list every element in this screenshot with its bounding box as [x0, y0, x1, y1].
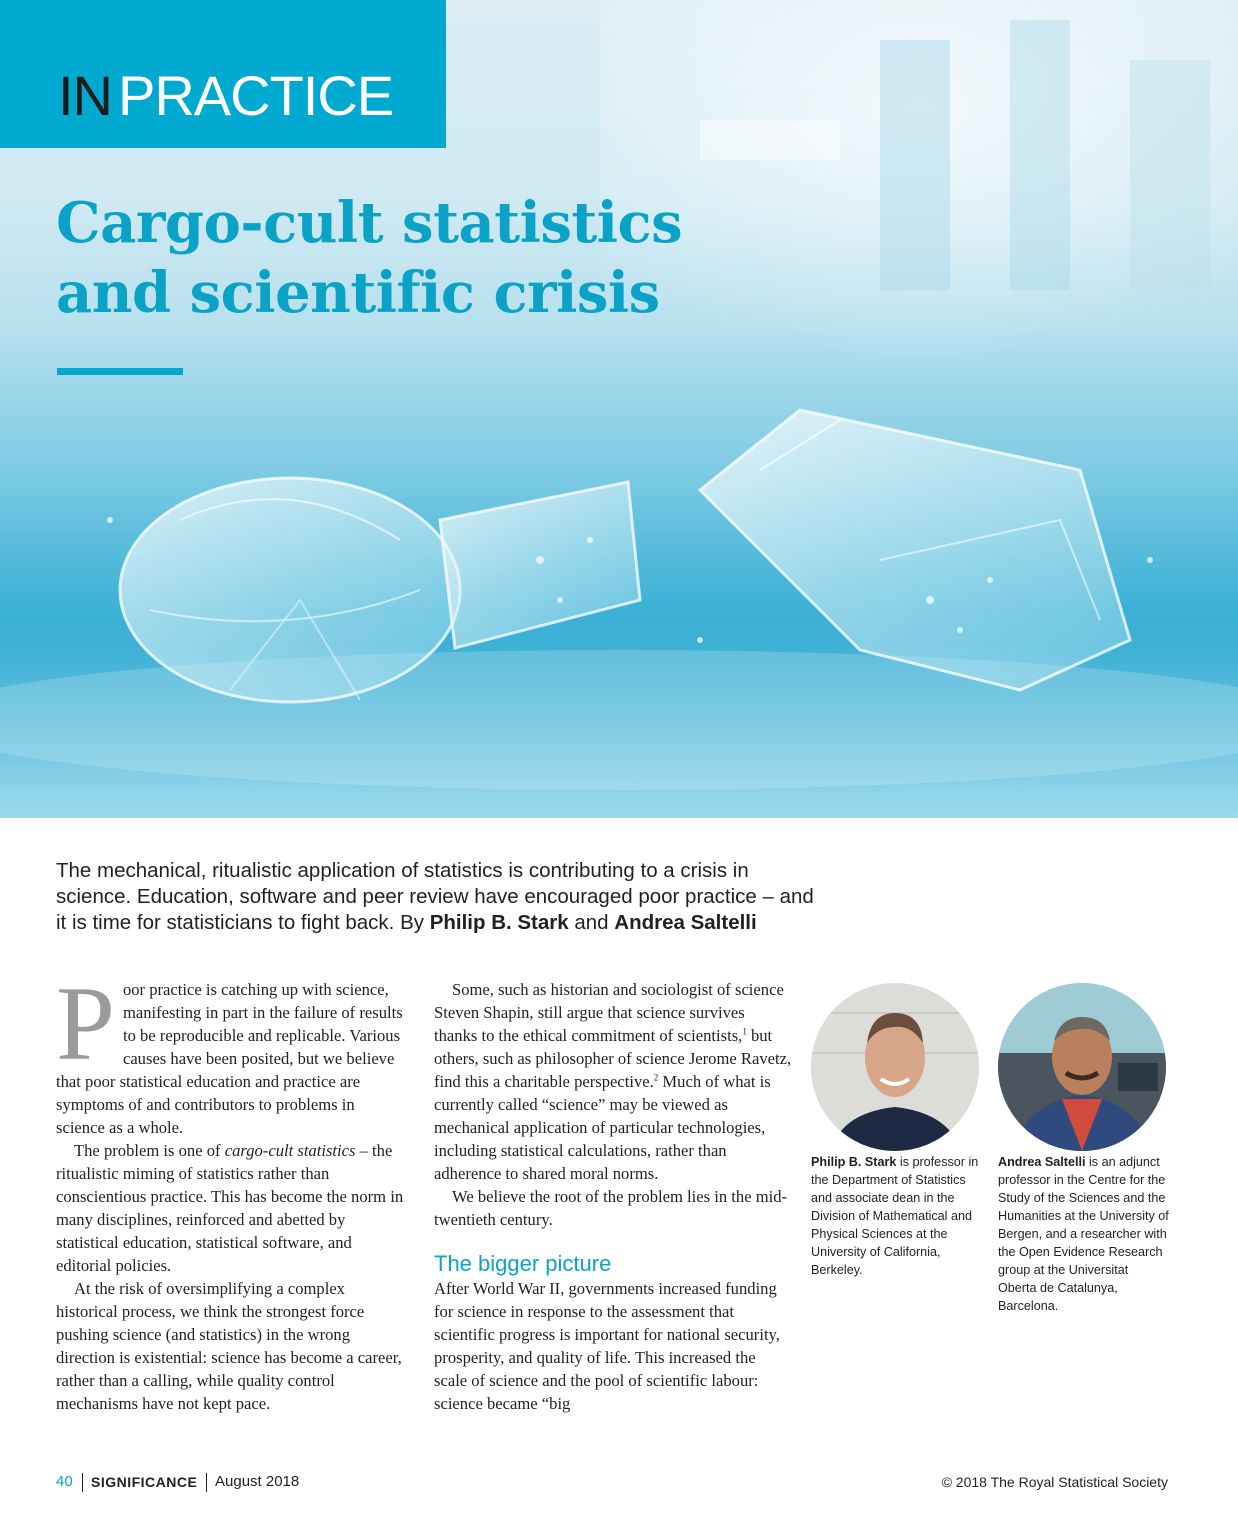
emphasis-term: cargo-cult statistics	[224, 1141, 356, 1160]
portrait-illustration	[998, 983, 1166, 1151]
standfirst-conjunction: and	[568, 911, 615, 934]
paragraph-text: oor practice is catching up with science, manifesting in part in the failure of results to be reproducible and replicable. Various causes have been posited, but we believe that poor statistical education and practice are symptoms of and contributors to problems in science as a whole.	[56, 980, 403, 1137]
body-column-1	[56, 965, 406, 1415]
page-number: 40	[56, 1473, 73, 1490]
paragraph-text: – the ritualistic miming of statistics rather than conscientious practice. This has become the norm in many disciplines, reinforced and abetted by statistical education, statistical software, and editorial policies.	[56, 1141, 404, 1275]
paragraph-text: Much of what is currently called “science” may be viewed as mechanical application of particular technologies, including statistical calculations, rather than adherence to shared moral norms.	[434, 1072, 771, 1183]
author-bio-text: is professor in the Department of Statistics and associate dean in the Division of Mathematical and Physical Sciences at the University of California, Berkeley.	[811, 1155, 979, 1277]
footer-divider	[206, 1473, 207, 1492]
author-name: Philip B. Stark	[811, 1155, 897, 1169]
paragraph-text: The problem is one of	[74, 1141, 225, 1160]
paragraph-text: but others, such as philosopher of science Jerome Ravetz, find this a charitable perspective.	[434, 1026, 792, 1091]
title-rule	[57, 368, 183, 375]
reference-marker[interactable]: 1	[742, 1026, 747, 1037]
author-name: Andrea Saltelli	[998, 1155, 1086, 1169]
standfirst-text: The mechanical, ritualistic application of statistics is contributing to a crisis in science. Education, software and peer review have encouraged poor practice – and it is time for statisticians to fight back. By	[56, 859, 814, 934]
standfirst-author-1: Philip B. Stark	[429, 911, 569, 934]
paragraph-text: Some, such as historian and sociologist of science Steven Shapin, still argue that science survives thanks to the ethical commitment of scientists,	[434, 980, 784, 1045]
footer-divider	[82, 1473, 83, 1492]
author-bio-stark	[811, 1153, 979, 1279]
paragraph: After World War II, governments increased funding for science in response to the assessment that scientific progress is important for national security, prosperity, and quality of life. This increased the scale of science and the pool of scientific labour: science became “big	[434, 1279, 780, 1413]
section-prefix: IN	[58, 64, 112, 127]
paragraph	[56, 1139, 406, 1277]
paragraph	[56, 965, 406, 1139]
author-bio-text: is an adjunct professor in the Centre for the Study of the Sciences and the Humanities at the University of Bergen, and a researcher with the Open Evidence Research group at the Universitat Oberta de Catalunya, Barcelona.	[998, 1155, 1169, 1313]
issue-date: August 2018	[215, 1473, 300, 1490]
standfirst	[56, 858, 816, 936]
copyright-notice: © 2018 The Royal Statistical Society	[941, 1474, 1168, 1490]
paragraph: We believe the root of the problem lies in the mid-twentieth century.	[434, 1187, 788, 1229]
section-label	[58, 62, 393, 130]
paragraph: At the risk of oversimplifying a complex historical process, we think the strongest force pushing science (and statistics) in the wrong direction is existential: science has become a career, rather than a calling, while quality control mechanisms have not kept pace.	[56, 1279, 402, 1413]
author-photo-stark	[811, 983, 979, 1151]
author-photo-saltelli	[998, 983, 1166, 1151]
portrait-illustration	[811, 983, 979, 1151]
magazine-logo: SIGNIFICANCE	[91, 1474, 198, 1490]
author-bio-saltelli	[998, 1153, 1170, 1315]
drop-cap: P	[56, 965, 115, 1082]
section-subhead: The bigger picture	[434, 1251, 612, 1276]
paragraph	[434, 978, 792, 1185]
standfirst-author-2: Andrea Saltelli	[614, 911, 757, 934]
body-column-2	[434, 978, 792, 1415]
article-title: Cargo-cult statistics and scientific crisis	[56, 190, 683, 326]
section-name: PRACTICE	[118, 64, 394, 127]
reference-marker[interactable]: 2	[653, 1072, 659, 1083]
